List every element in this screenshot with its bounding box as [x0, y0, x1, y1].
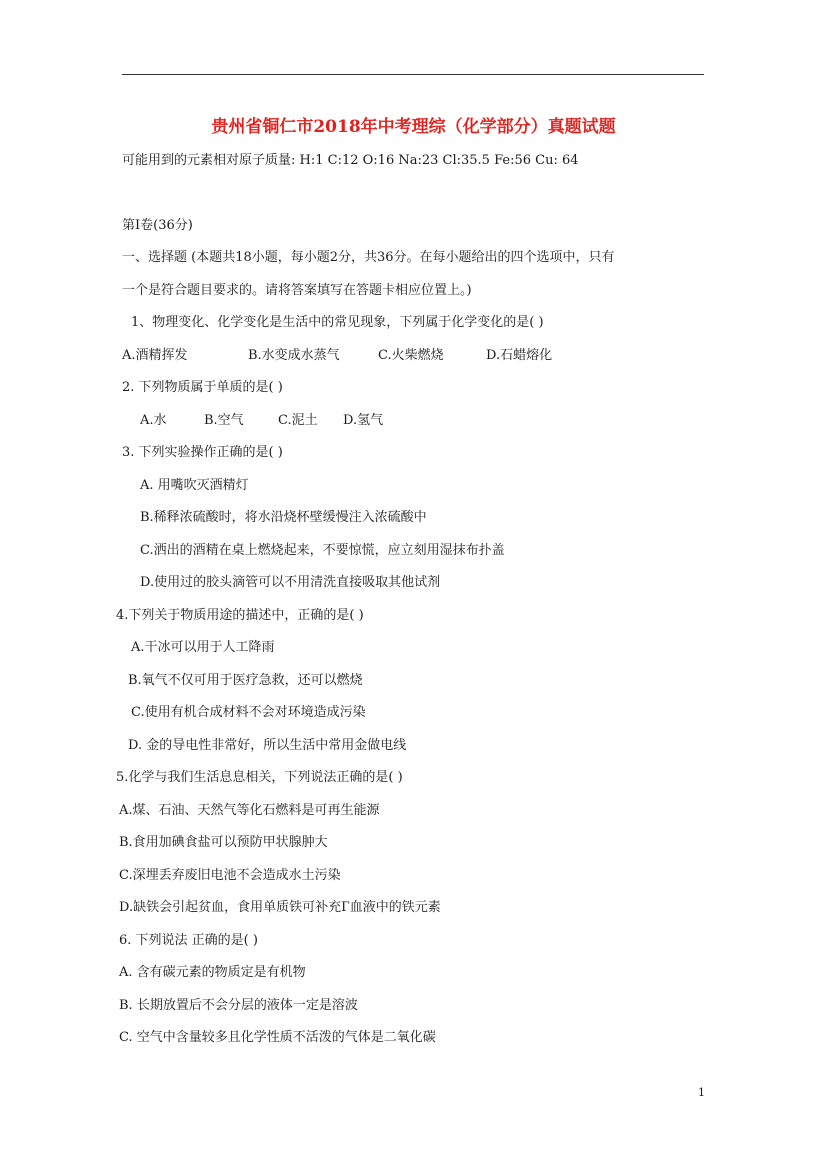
- question-3-option-d: D.使用过的胶头滴管可以不用清洗直接吸取其他试剂: [140, 575, 441, 590]
- question-3-option-c: C.洒出的酒精在桌上燃烧起来，不要惊慌，应立刻用湿抹布扑盖: [140, 543, 505, 558]
- question-6-option-a: A. 含有碳元素的物质定是有机物: [119, 965, 306, 980]
- question-5-option-d: D.缺铁会引起贫血，食用单质铁可补充Г血液中的铁元素: [119, 900, 441, 915]
- question-2-option-d: D.氢气: [343, 413, 384, 428]
- question-5-stem: 5.化学与我们生活息息相关，下列说法正确的是( ): [116, 770, 403, 785]
- question-1-stem: 1、物理变化、化学变化是生活中的常见现象，下列属于化学变化的是( ): [131, 315, 544, 330]
- question-6-option-b: B. 长期放置后不会分层的液体一定是溶波: [119, 998, 358, 1013]
- question-2-options: [140, 413, 383, 429]
- section-heading: 第Ⅰ卷(36分): [122, 218, 193, 233]
- question-3-stem: 3. 下列实验操作正确的是( ): [122, 445, 283, 460]
- question-2-stem: 2. 下列物质属于单质的是( ): [122, 380, 283, 395]
- question-3-option-b: B.稀释浓硫酸时，将水沿烧杯壁缓慢注入浓硫酸中: [140, 510, 427, 525]
- question-6-stem: 6. 下列说法 正确的是( ): [119, 933, 258, 948]
- question-4-option-d: D. 金的导电性非常好，所以生活中常用金做电线: [128, 738, 407, 753]
- question-5-option-a: A.煤、石油、天然气等化石燃料是可再生能源: [119, 803, 380, 818]
- question-2-option-a: A.水: [140, 413, 167, 428]
- header-rule: [122, 74, 704, 75]
- page-number: 1: [698, 1086, 705, 1099]
- question-1-option-a: A.酒精挥发: [122, 348, 188, 363]
- question-1-option-b: B.水变成水蒸气: [248, 348, 340, 363]
- question-3-option-a: A. 用嘴吹灭酒精灯: [140, 478, 249, 493]
- atomic-masses-line: 可能用到的元素相对原子质量: H:1 C:12 O:16 Na:23 Cl:35.5 Fe:56 Cu: 64: [122, 153, 579, 168]
- document-title: 贵州省铜仁市2018年中考理综（化学部分）真题试题: [211, 117, 616, 137]
- question-6-option-c: C. 空气中含量较多且化学性质不活泼的气体是二氧化碳: [119, 1030, 436, 1045]
- question-2-option-c: C.泥土: [278, 413, 318, 428]
- question-1-option-d: D.石蜡熔化: [486, 348, 553, 363]
- question-4-option-b: B.氧气不仅可用于医疗急救，还可以燃烧: [128, 673, 363, 688]
- question-4-stem: 4.下列关于物质用途的描述中，正确的是( ): [116, 608, 364, 623]
- question-4-option-c: C.使用有机合成材料不会对环境造成污染: [131, 705, 366, 720]
- question-2-option-b: B.空气: [204, 413, 244, 428]
- instructions-line-2: 一个是符合题目要求的。请将答案填写在答题卡相应位置上。): [122, 283, 472, 298]
- instructions-line-1: 一、选择题 (本题共18小题，每小题2分，共36分。在每小题给出的四个选项中，只有: [122, 250, 615, 265]
- question-5-option-b: B.食用加碘食盐可以预防甲状腺肿大: [119, 835, 328, 850]
- question-4-option-a: A.干冰可以用于人工降雨: [131, 640, 275, 655]
- question-1-options: [122, 348, 552, 364]
- question-5-option-c: C.深埋丢弃废旧电池不会造成水土污染: [119, 868, 341, 883]
- question-1-option-c: C.火柴燃烧: [378, 348, 444, 363]
